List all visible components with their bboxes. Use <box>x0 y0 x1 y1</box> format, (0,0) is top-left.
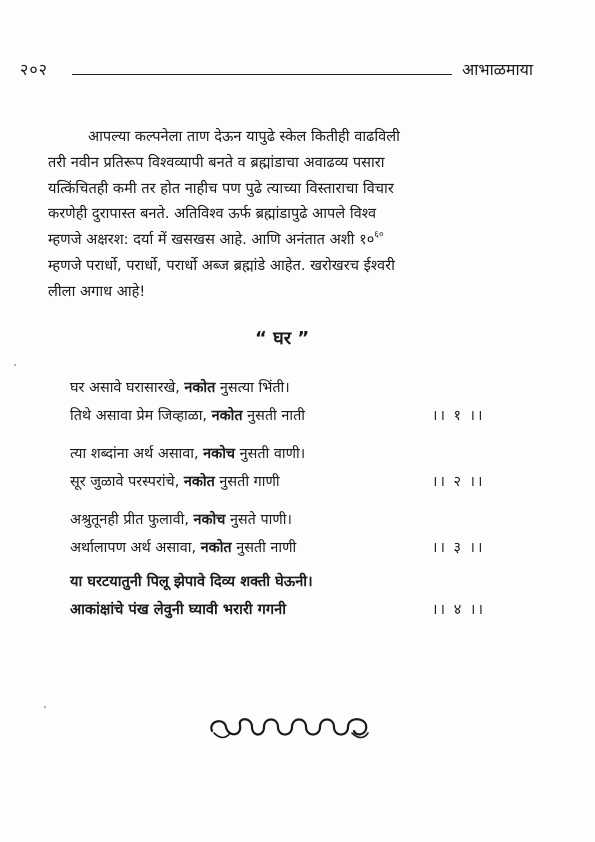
verse-text: नुसती नाणी <box>231 540 297 556</box>
verse-text: नुसते पाणी। <box>225 512 292 528</box>
verse-text: आकांक्षांचे पंख लेवुनी घ्यावी भरारी गगनी <box>70 601 286 618</box>
page-number: २०२ <box>20 60 48 79</box>
verse-emphasis: नकोत <box>200 540 232 556</box>
paragraph-line: म्हणजे परार्धो, परार्धो, परार्धो अब्ज ब्रह्मांडे आहेत. खरोखरच ईश्वरी <box>48 256 395 274</box>
page-speck <box>44 706 46 708</box>
paragraph-line: लीला अगाध आहे! <box>48 282 146 300</box>
verse-emphasis: नकोत <box>184 380 216 396</box>
verse-text: तिथे असावा प्रेम जिव्हाळा, <box>70 408 212 424</box>
verse-line <box>70 506 510 534</box>
page-speck <box>14 364 16 366</box>
stanza-number: ।। ३ ।। <box>432 540 485 556</box>
stanza-2 <box>70 440 510 496</box>
verse-line <box>70 440 510 468</box>
verse-text: त्या शब्दांना अर्थ असावा, <box>70 446 204 462</box>
verse-text: नुसती गाणी <box>214 474 280 490</box>
verse-line <box>70 402 510 430</box>
stanza-number: ।। २ ।। <box>432 474 485 490</box>
stanza-number: ।। १ ।। <box>432 408 485 424</box>
verse-text: या घरटयातुनी पिलू झेपावे दिव्य शक्ती घेऊनी। <box>70 573 313 590</box>
verse-emphasis: नकोत <box>211 408 243 424</box>
verse-emphasis: नकोत <box>183 474 215 490</box>
stanza-1 <box>70 374 510 430</box>
exponent: ६० <box>374 230 384 241</box>
stanza-3 <box>70 506 510 562</box>
verse-line <box>70 468 510 496</box>
stanza-number: ।। ४ ।। <box>432 601 485 618</box>
prose-paragraph <box>48 124 556 305</box>
verse-line <box>70 534 510 562</box>
verse-text: नुसत्या भिंती। <box>215 380 290 396</box>
paragraph-line: तरी नवीन प्रतिरूप विश्वव्यापी बनते व ब्रह्मांडाचा अवाढव्य पसारा <box>48 153 385 171</box>
verse-line <box>70 374 510 402</box>
verse-text: घर असावे घरासारखे, <box>70 380 185 396</box>
paragraph-line <box>48 227 556 253</box>
verse-text: अर्थालापण अर्थ असावा, <box>70 540 201 556</box>
scroll-ornament-icon <box>206 713 376 743</box>
verse-line <box>70 596 510 624</box>
verse-emphasis: नकोच <box>203 446 236 462</box>
verse-text: सूर जुळावे परस्परांचे, <box>70 474 184 490</box>
paragraph-text: म्हणजे अक्षरश: दर्या में खसखस आहे. आणि अनंतात अशी १० <box>48 231 375 249</box>
verse-line <box>70 568 510 596</box>
stanza-4 <box>70 568 510 624</box>
running-header <box>20 58 572 82</box>
verse-emphasis: नकोच <box>193 512 226 528</box>
paragraph-line: करणेही दुरापास्त बनते. अतिविश्व ऊर्फ ब्रह्मांडापुढे आपले विश्व <box>48 205 377 223</box>
paragraph-line: आपल्या कल्पनेला ताण देऊन यापुढे स्केल कितीही वाढविली <box>88 128 400 145</box>
poem-title: “ घर ” <box>255 328 310 349</box>
verse-text: अश्रुतूनही प्रीत फुलावी, <box>70 512 194 528</box>
paragraph-line: यत्किंचितही कमी तर होत नाहीच पण पुढे त्याच्या विस्ताराचा विचार <box>48 179 394 197</box>
verse-text: नुसती वाणी। <box>235 446 306 462</box>
verse-text: नुसती नाती <box>242 408 306 424</box>
header-rule <box>72 74 452 75</box>
book-title: आभाळमाया <box>462 60 534 79</box>
